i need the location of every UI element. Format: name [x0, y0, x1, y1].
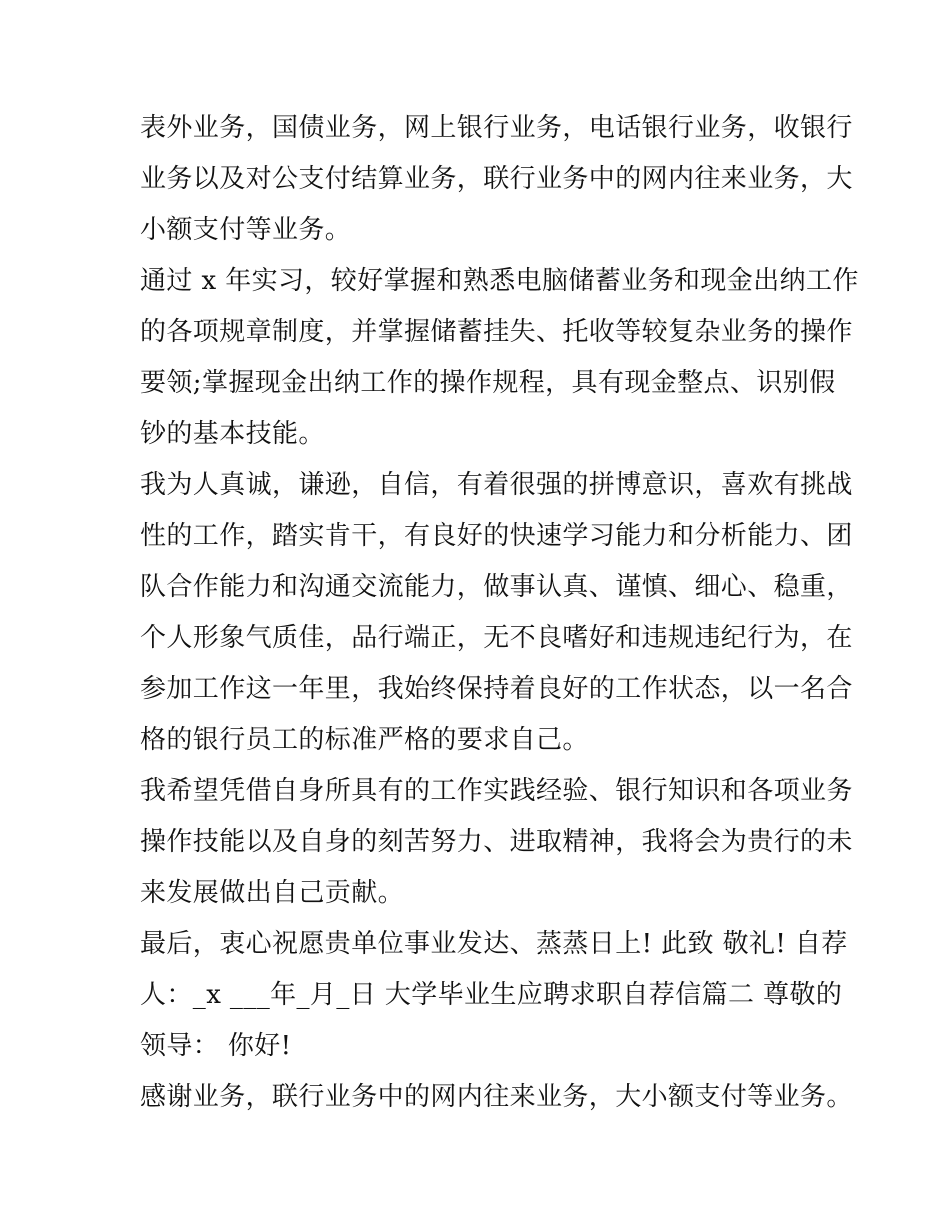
text-line: 我为人真诚，谦逊，自信，有着很强的拼博意识，喜欢有挑战: [140, 470, 853, 500]
text-line: 表外业务，国债业务，网上银行业务，电话银行业务，收银行: [140, 113, 853, 143]
text-line: 人：_x ___年_月_日 大学毕业生应聘求职自荐信篇二 尊敬的: [140, 980, 843, 1010]
text-line: 要领;掌握现金出纳工作的操作规程，具有现金整点、识别假: [140, 368, 836, 398]
text-line: 最后，衷心祝愿贵单位事业发达、蒸蒸日上! 此致 敬礼! 自荐: [140, 929, 848, 959]
text-line: 来发展做出自己贡献。: [140, 878, 405, 908]
text-line: 队合作能力和沟通交流能力，做事认真、谨慎、细心、稳重，: [140, 572, 853, 602]
text-line: 通过 x 年实习，较好掌握和熟悉电脑储蓄业务和现金出纳工作: [140, 266, 859, 296]
text-line: 钞的基本技能。: [140, 419, 325, 449]
text-line: 领导： 你好!: [140, 1031, 292, 1061]
text-line: 感谢业务，联行业务中的网内往来业务，大小额支付等业务。: [140, 1082, 853, 1112]
text-line: 业务以及对公支付结算业务，联行业务中的网内往来业务，大: [140, 164, 853, 194]
text-line: 操作技能以及自身的刻苦努力、进取精神，我将会为贵行的未: [140, 827, 853, 857]
text-line: 我希望凭借自身所具有的工作实践经验、银行知识和各项业务: [140, 776, 853, 806]
text-line: 性的工作，踏实肯干，有良好的快速学习能力和分析能力、团: [140, 521, 853, 551]
text-line: 的各项规章制度，并掌握储蓄挂失、托收等较复杂业务的操作: [140, 317, 853, 347]
text-line: 小额支付等业务。: [140, 215, 352, 245]
text-line: 个人形象气质佳，品行端正，无不良嗜好和违规违纪行为，在: [140, 623, 853, 653]
text-line: 格的银行员工的标准严格的要求自己。: [140, 725, 589, 755]
text-line: 参加工作这一年里，我始终保持着良好的工作状态，以一名合: [140, 674, 853, 704]
